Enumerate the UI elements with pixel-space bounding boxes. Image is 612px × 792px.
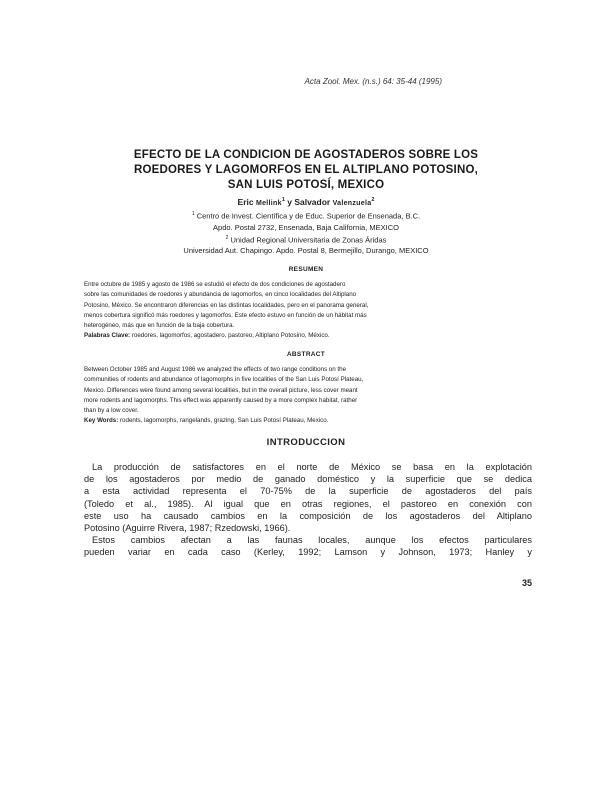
title-line: SAN LUIS POTOSÍ, MEXICO — [227, 179, 385, 191]
abstract-line: Mexico. Differences were found among several localities, but in the overall picture, less cover meant — [84, 386, 358, 394]
author-list — [80, 197, 532, 207]
keywords-text: roedores, lagomorfos, agostadero, pastoreo, Altiplano Potosino, México. — [130, 332, 330, 340]
abstract-line: more rodents and lagomorphs. This effect was apparently caused by a more complex habitat, rather — [84, 396, 358, 404]
keywords-label: Key Words: — [84, 417, 119, 425]
author-affil-marker: 2 — [371, 197, 375, 204]
abstract-heading: ABSTRACT — [286, 351, 326, 358]
introduccion-body — [84, 461, 532, 559]
resumen-line: Entre octubre de 1985 y agosto de 1986 se estudió el efecto de dos condiciones de agostadero — [84, 281, 346, 288]
body-line: de los agostaderos por medio de ganado doméstico y la superficie que se dedica — [84, 474, 532, 485]
introduccion-heading: INTRODUCCION — [266, 437, 346, 448]
author-last-name: Mellink — [255, 200, 282, 207]
affiliations — [80, 209, 532, 256]
resumen-heading: RESUMEN — [288, 266, 324, 273]
body-line: pueden variar en cada caso (Kerley, 1992; Lamson y Johnson, 1973; Hanley y — [84, 547, 532, 558]
body-line: (Toledo et al., 1985). Al igual que en otras regiones, el pastoreo en conexión con — [84, 498, 532, 509]
journal-citation: Acta Zool. Mex. (n.s.) 64: 35-44 (1995) — [304, 77, 442, 86]
body-line: este uso ha causado cambios en la composición de los agostaderos del Altiplano — [84, 510, 532, 521]
abstract-line: communities of rodents and abundance of lagomorphs in five localities of the San Luis Potosí Plateau, — [84, 376, 364, 384]
author-affil-marker: 1 — [281, 197, 285, 204]
affil-marker: 1 — [191, 211, 195, 217]
abstract-line: than by a low cover. — [84, 407, 139, 415]
author-last-name: Valenzuela — [332, 200, 372, 207]
resumen-line: sobre las comunidades de roedores y abundancia de lagomorfos, en cinco localidades del Altiplano — [84, 291, 357, 299]
keywords-text: rodents, lagomorphs, rangelands, grazing, San Luis Potosí Plateau, Mexico. — [118, 417, 329, 425]
resumen-body — [84, 280, 532, 342]
affiliation-line: Apdo. Postal 2732, Ensenada, Baja California, MEXICO — [213, 222, 399, 232]
title-line: EFECTO DE LA CONDICION DE AGOSTADEROS SOBRE LOS — [133, 149, 479, 161]
title-line: ROEDORES Y LAGOMORFOS EN EL ALTIPLANO POTOSINO, — [133, 164, 478, 176]
abstract-keywords — [84, 416, 532, 426]
abstract-line: Between October 1985 and August 1986 we analyzed the effects of two range conditions on the — [84, 366, 347, 373]
paper-title — [80, 148, 532, 193]
affiliation-line — [80, 209, 532, 222]
resumen-line: menos cobertura significó más roedores y lagomorfos. Este efecto estuvo en función de un hábitat más — [84, 311, 367, 319]
affil-marker: 2 — [225, 234, 229, 241]
body-line: a esta actividad representa el 70-75% de la superficie de agostaderos del país — [84, 486, 532, 497]
author-first-name: Eric — [237, 197, 256, 207]
page-number: 35 — [521, 578, 532, 588]
abstract-body — [84, 365, 532, 427]
keywords-label: Palabras Clave: — [84, 332, 131, 340]
affil-text: Centro de Invest. Científica y de Educ. Superior de Ensenada, B.C. — [194, 211, 421, 221]
author-joiner: y Salvador — [284, 197, 333, 207]
resumen-line: Potosino, México. Se encontraron diferencias en las distintas localidades, pero en el panorama general, — [84, 301, 369, 309]
body-line: Potosino (Aguirre Rivera, 1987; Rzedowski, 1966). — [84, 523, 291, 534]
affil-text: Unidad Regional Universitaria de Zonas Áridas — [228, 235, 387, 244]
body-line: Estos cambios afectan a las faunas locales, aunque los efectos particulares — [92, 535, 532, 546]
body-line: La producción de satisfactores en el norte de México se basa en la explotación — [92, 462, 532, 472]
affiliation-line — [80, 233, 532, 246]
resumen-keywords — [84, 331, 532, 341]
affiliation-line: Universidad Aut. Chapingo. Apdo. Postal 8, Bermejillo, Durango, MEXICO — [183, 246, 429, 255]
resumen-line: heterogéneo, más que en función de la baja cobertura. — [84, 322, 235, 330]
